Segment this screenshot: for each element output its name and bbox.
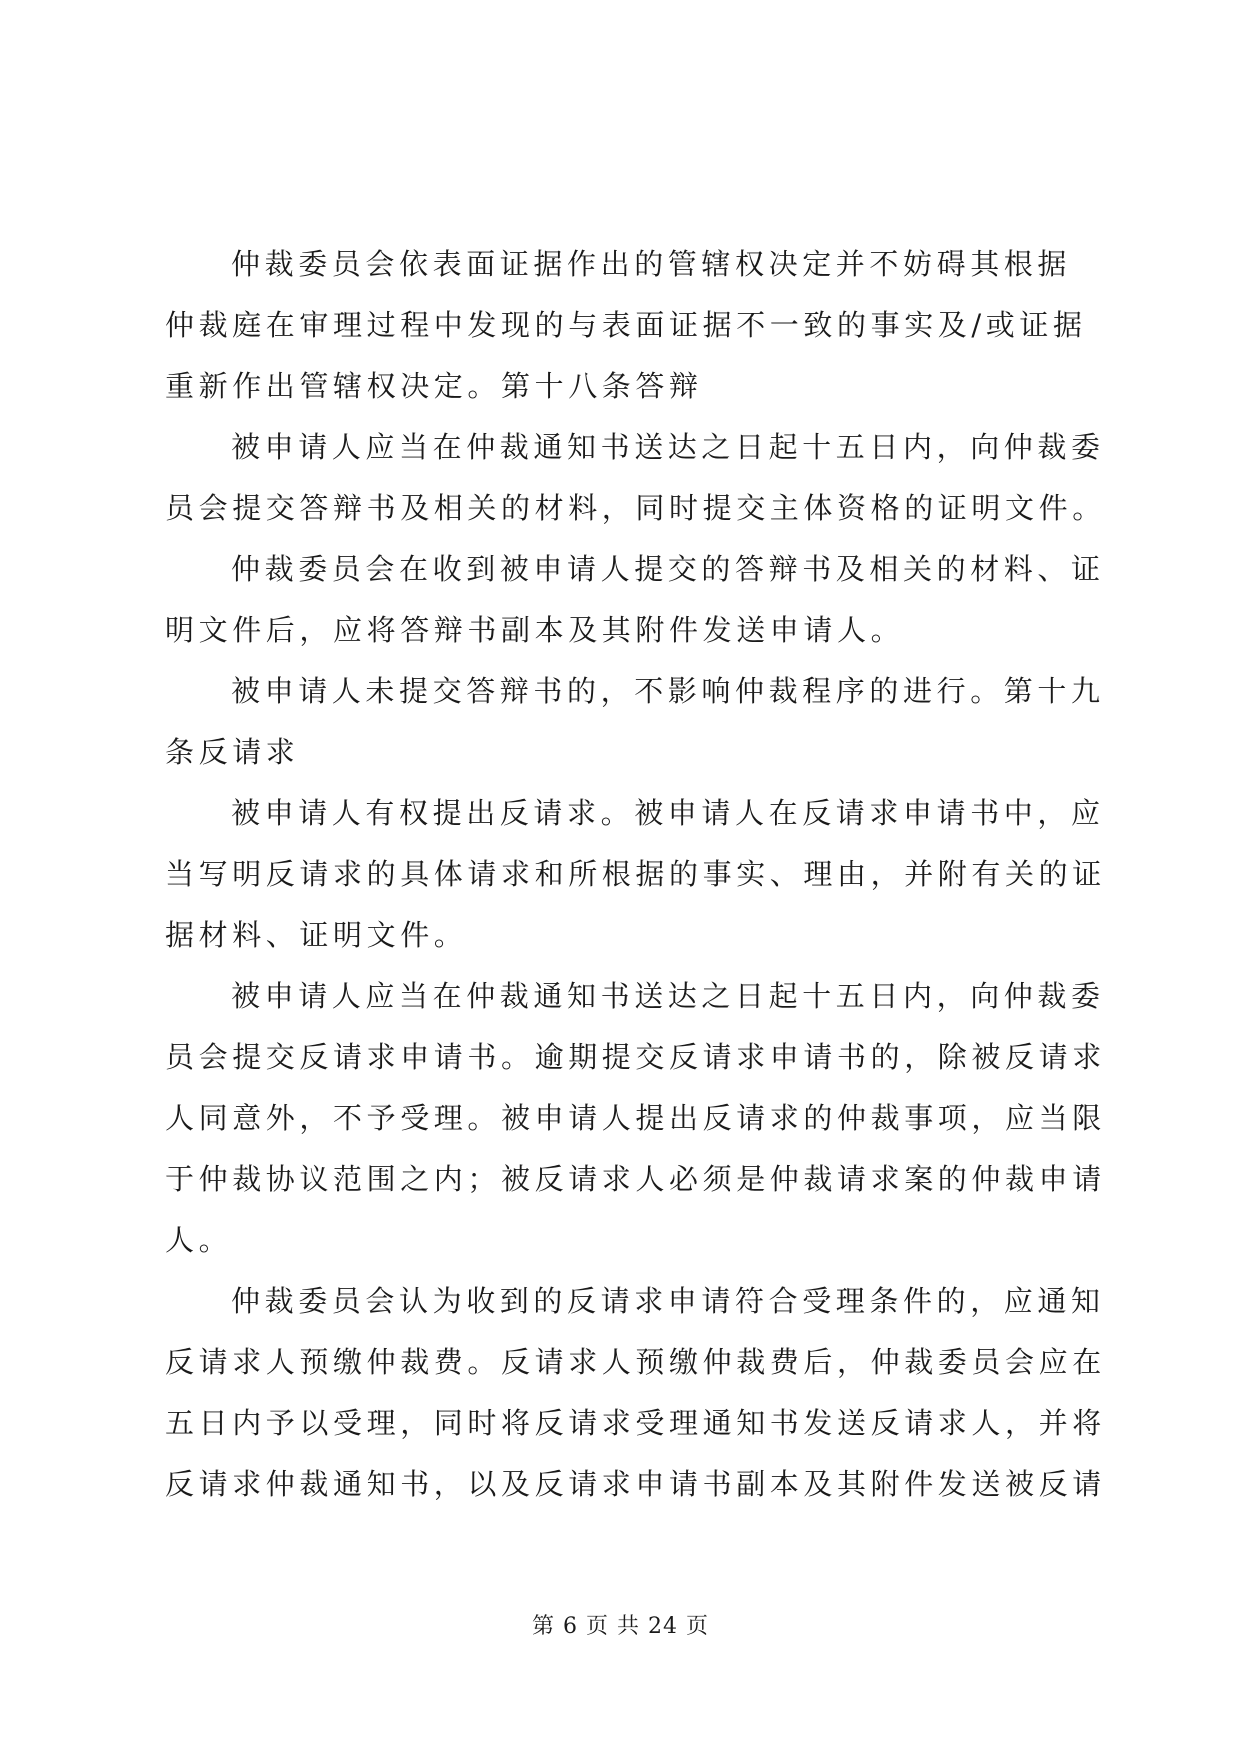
text-line: 被申请人应当在仲裁通知书送达之日起十五日内，向仲裁委 [231, 430, 1105, 464]
text-line: 仲裁委员会认为收到的反请求申请符合受理条件的，应通知 [231, 1284, 1105, 1318]
text-line: 仲裁庭在审理过程中发现的与表面证据不一致的事实及/或证据 [165, 308, 1087, 342]
text-line: 仲裁委员会依表面证据作出的管辖权决定并不妨碍其根据 [231, 247, 1072, 281]
text-line: 据材料、证明文件。 [165, 918, 468, 952]
text-line: 条反请求 [165, 735, 300, 769]
text-line: 当写明反请求的具体请求和所根据的事实、理由，并附有关的证 [165, 857, 1106, 891]
text-line: 于仲裁协议范围之内；被反请求人必须是仲裁请求案的仲裁申请 [165, 1162, 1106, 1196]
text-line: 被申请人未提交答辩书的，不影响仲裁程序的进行。第十九 [231, 674, 1105, 708]
text-line: 仲裁委员会在收到被申请人提交的答辩书及相关的材料、证 [231, 552, 1105, 586]
text-line: 人。 [165, 1223, 233, 1257]
text-line: 重新作出管辖权决定。第十八条答辩 [165, 369, 703, 403]
text-line: 反请求仲裁通知书，以及反请求申请书副本及其附件发送被反请 [165, 1467, 1106, 1501]
page-number-footer: 第 6 页 共 24 页 [532, 1614, 709, 1639]
text-line: 反请求人预缴仲裁费。反请求人预缴仲裁费后，仲裁委员会应在 [165, 1345, 1106, 1379]
text-line: 员会提交答辩书及相关的材料，同时提交主体资格的证明文件。 [165, 491, 1106, 525]
text-line: 明文件后，应将答辩书副本及其附件发送申请人。 [165, 613, 905, 647]
text-line: 员会提交反请求申请书。逾期提交反请求申请书的，除被反请求 [165, 1040, 1106, 1074]
text-line: 人同意外，不予受理。被申请人提出反请求的仲裁事项，应当限 [165, 1101, 1106, 1135]
text-line: 被申请人有权提出反请求。被申请人在反请求申请书中，应 [231, 796, 1105, 830]
text-line: 被申请人应当在仲裁通知书送达之日起十五日内，向仲裁委 [231, 979, 1105, 1013]
document-body [165, 234, 1106, 1515]
text-line: 五日内予以受理，同时将反请求受理通知书发送反请求人，并将 [165, 1406, 1106, 1440]
